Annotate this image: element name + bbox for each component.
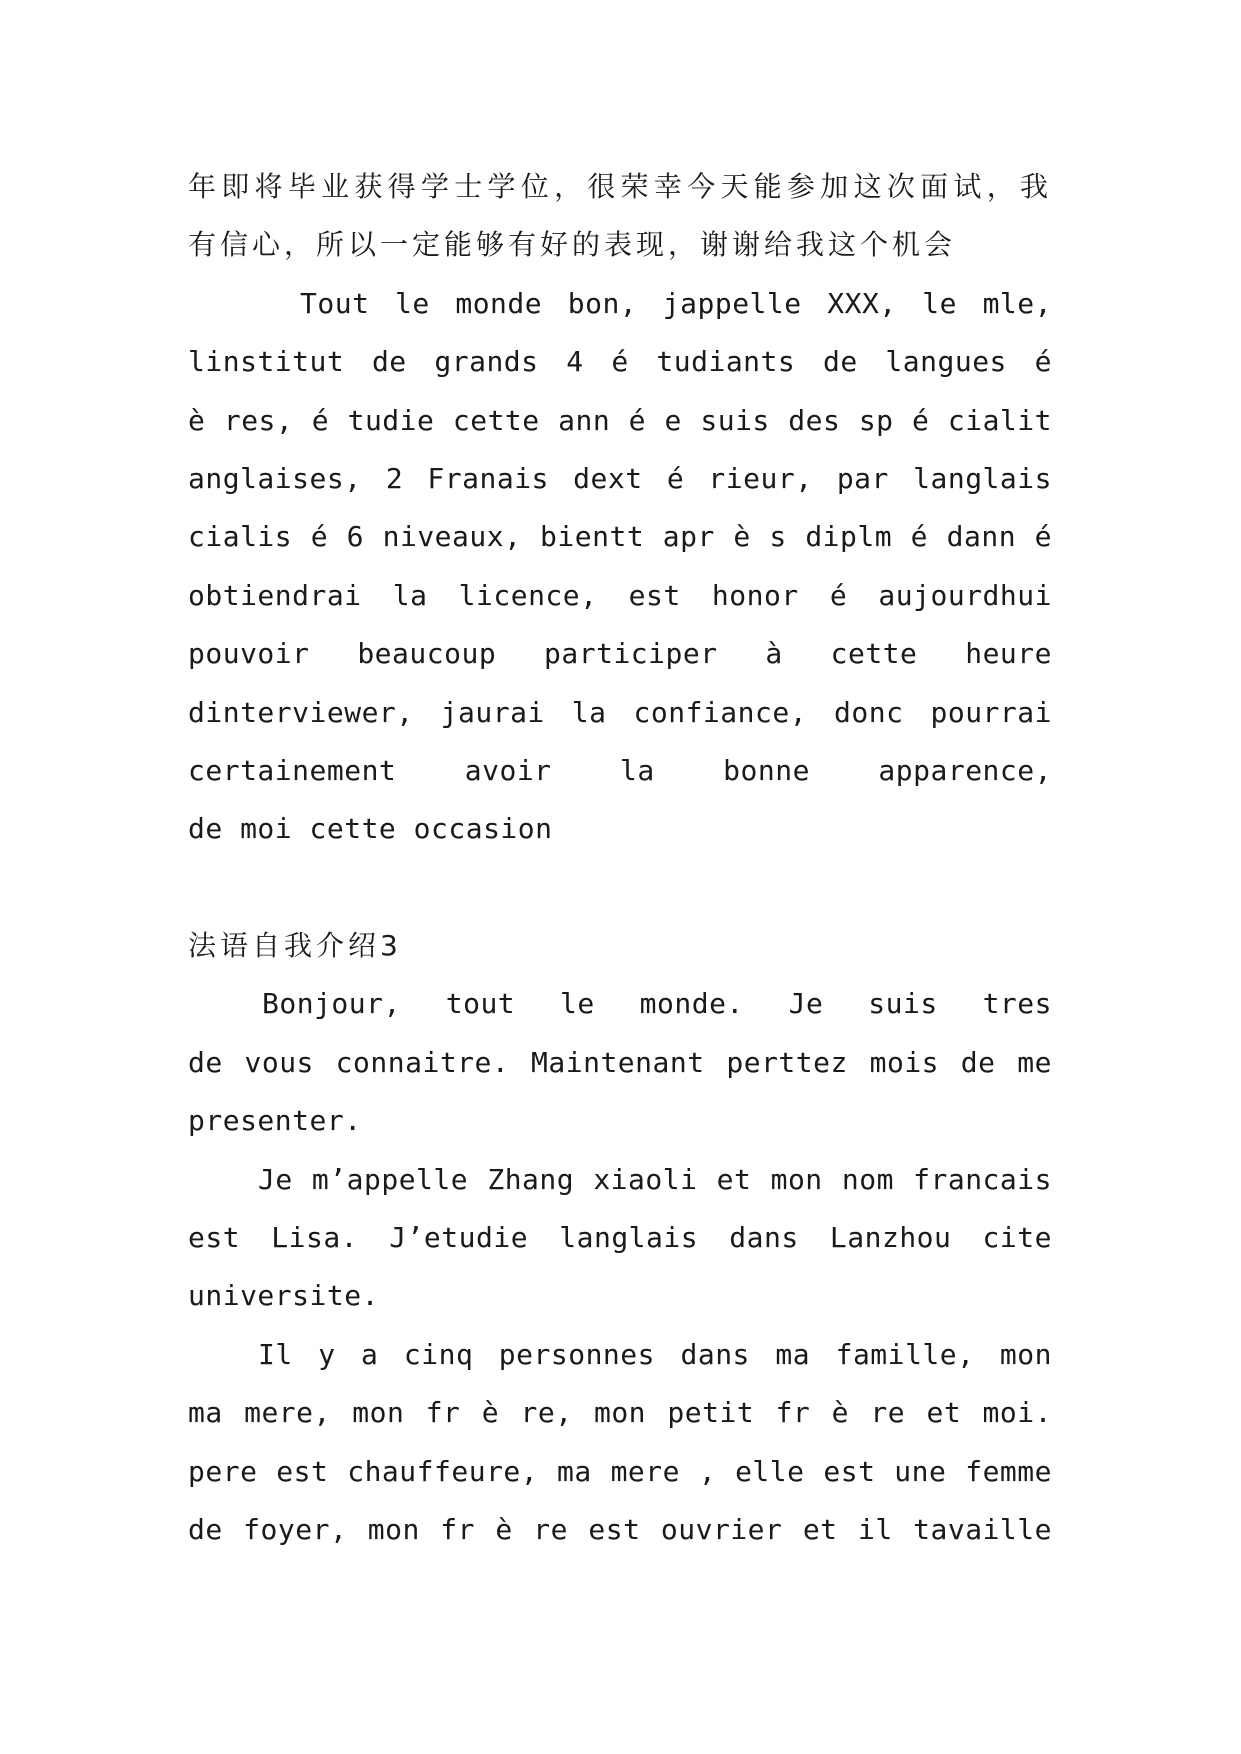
text-line: dinterviewer, jaurai la confiance, donc pourrai [188, 695, 1052, 729]
text-line: Bonjour, tout le monde. Je suis tres [262, 987, 1052, 1021]
text-line: pere est chauffeure, ma mere , elle est une femme [188, 1454, 1052, 1488]
text-line: 有信心，所以一定能够有好的表现，谢谢给我这个机会 [188, 228, 957, 262]
text-line: de foyer, mon fr è re est ouvrier et il tavaille [188, 1512, 1052, 1546]
text-line: certainement avoir la bonne apparence, [188, 753, 1052, 787]
text-line: de vous connaitre. Maintenant perttez mois de me [188, 1045, 1052, 1079]
text-line: Il y a cinq personnes dans ma famille, mon [258, 1337, 1052, 1371]
document-page [188, 158, 1052, 1559]
text-line: 年即将毕业获得学士学位，很荣幸今天能参加这次面试，我 [188, 170, 1052, 203]
paragraph-gap [188, 859, 1052, 917]
text-line: cialis é 6 niveaux, bientt apr è s diplm é dann é [188, 520, 1052, 554]
text-line: è res, é tudie cette ann é e suis des sp é cialit [188, 403, 1052, 437]
text-line: de moi cette occasion [188, 812, 553, 846]
text-line: anglaises, 2 Franais dext é rieur, par langlais [188, 461, 1052, 495]
text-line: universite. [188, 1279, 379, 1313]
section-heading: 法语自我介绍3 [188, 929, 402, 963]
text-line: Tout le monde bon, jappelle XXX, le mle, [300, 286, 1052, 320]
text-line: presenter. [188, 1104, 362, 1138]
text-line: linstitut de grands 4 é tudiants de langues é [188, 345, 1052, 379]
text-line: obtiendrai la licence, est honor é aujourdhui [188, 578, 1052, 612]
text-line: ma mere, mon fr è re, mon petit fr è re et moi. [188, 1396, 1052, 1430]
text-line: est Lisa. J’etudie langlais dans Lanzhou cite [188, 1221, 1052, 1255]
text-line: pouvoir beaucoup participer à cette heure [188, 637, 1052, 671]
text-line: Je m’appelle Zhang xiaoli et mon nom francais [258, 1162, 1052, 1196]
